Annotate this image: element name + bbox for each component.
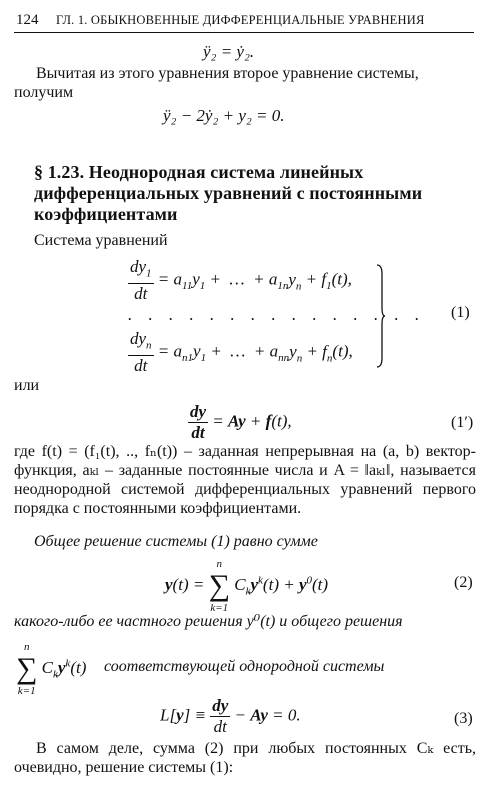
- paragraph-closing: В самом деле, сумма (2) при любых постоянных Cₖ есть, очевидно, решение системы (1):: [14, 740, 476, 776]
- equation-number-1-prime: (1′): [451, 414, 474, 431]
- equation-homogeneous-sum: n ∑ k=1 $C_ky^k(t)$: [16, 641, 87, 697]
- equation-dots: . . . . . . . . . . . . . . .: [128, 305, 426, 324]
- running-header: [14, 10, 474, 33]
- theorem-continuation-2: соответствующей однородной системы: [104, 658, 385, 675]
- equation-row-1: $\frac{dy_1}{dt}$ = $a_{11}y_1$ + … + $a_{1n}y_n + f_1(t)$,: [130, 257, 352, 304]
- equation-operator: L[y] ≡ $\frac{dy}{dt}$ − Ay = 0.: [160, 696, 301, 736]
- theorem-intro: Общее решение системы (1) равно сумме: [34, 533, 318, 550]
- equation-vector-form: $\frac{dy}{dt}$ = Ay + f(t),: [190, 402, 292, 442]
- equation-row-n: $\frac{dy_n}{dt}$ = $a_{n1}y_1$ + … + $a_{nn}y_n + f_n(t)$,: [130, 329, 353, 376]
- paragraph-subtract: Вычитая из этого уравнения второе уравнение системы, получим: [14, 65, 419, 101]
- equation-general-solution: y(t) = n ∑ k=1 $C_ky^k(t) + y^0(t)$: [165, 558, 329, 614]
- page-number: 124: [16, 12, 39, 28]
- equation-number-2: (2): [454, 574, 473, 591]
- equation-second-order: ÿ₂ − 2ẏ₂ + y₂ = 0.: [163, 106, 285, 125]
- equation-number-3: (3): [454, 710, 473, 727]
- equation-number-1: (1): [451, 304, 470, 321]
- theorem-continuation: какого-либо ее частного решения y⁰(t) и общего решения: [14, 613, 403, 630]
- section-heading: § 1.23. Неоднородная система линейных дифференциальных уравнений с постоянными коэффициентами: [34, 162, 423, 224]
- word-or: или: [14, 377, 40, 394]
- system-intro: Система уравнений: [34, 232, 168, 249]
- right-brace: [376, 264, 386, 368]
- running-title: ГЛ. 1. ОБЫКНОВЕННЫЕ ДИФФЕРЕНЦИАЛЬНЫЕ УРАВНЕНИЯ: [56, 13, 425, 27]
- equation-top: ÿ₂ = ẏ₂.: [203, 42, 255, 61]
- paragraph-definition: где f(t) = (f₁(t), .., fₙ(t)) – заданная непрерывная на (a, b) вектор-функция, aₖₗ – заданные постоянные числа и A = ‖aₖₗ‖, называется неоднородной системой дифференциальных уравнений первого порядка с постоянными коэффициентами.: [14, 443, 476, 517]
